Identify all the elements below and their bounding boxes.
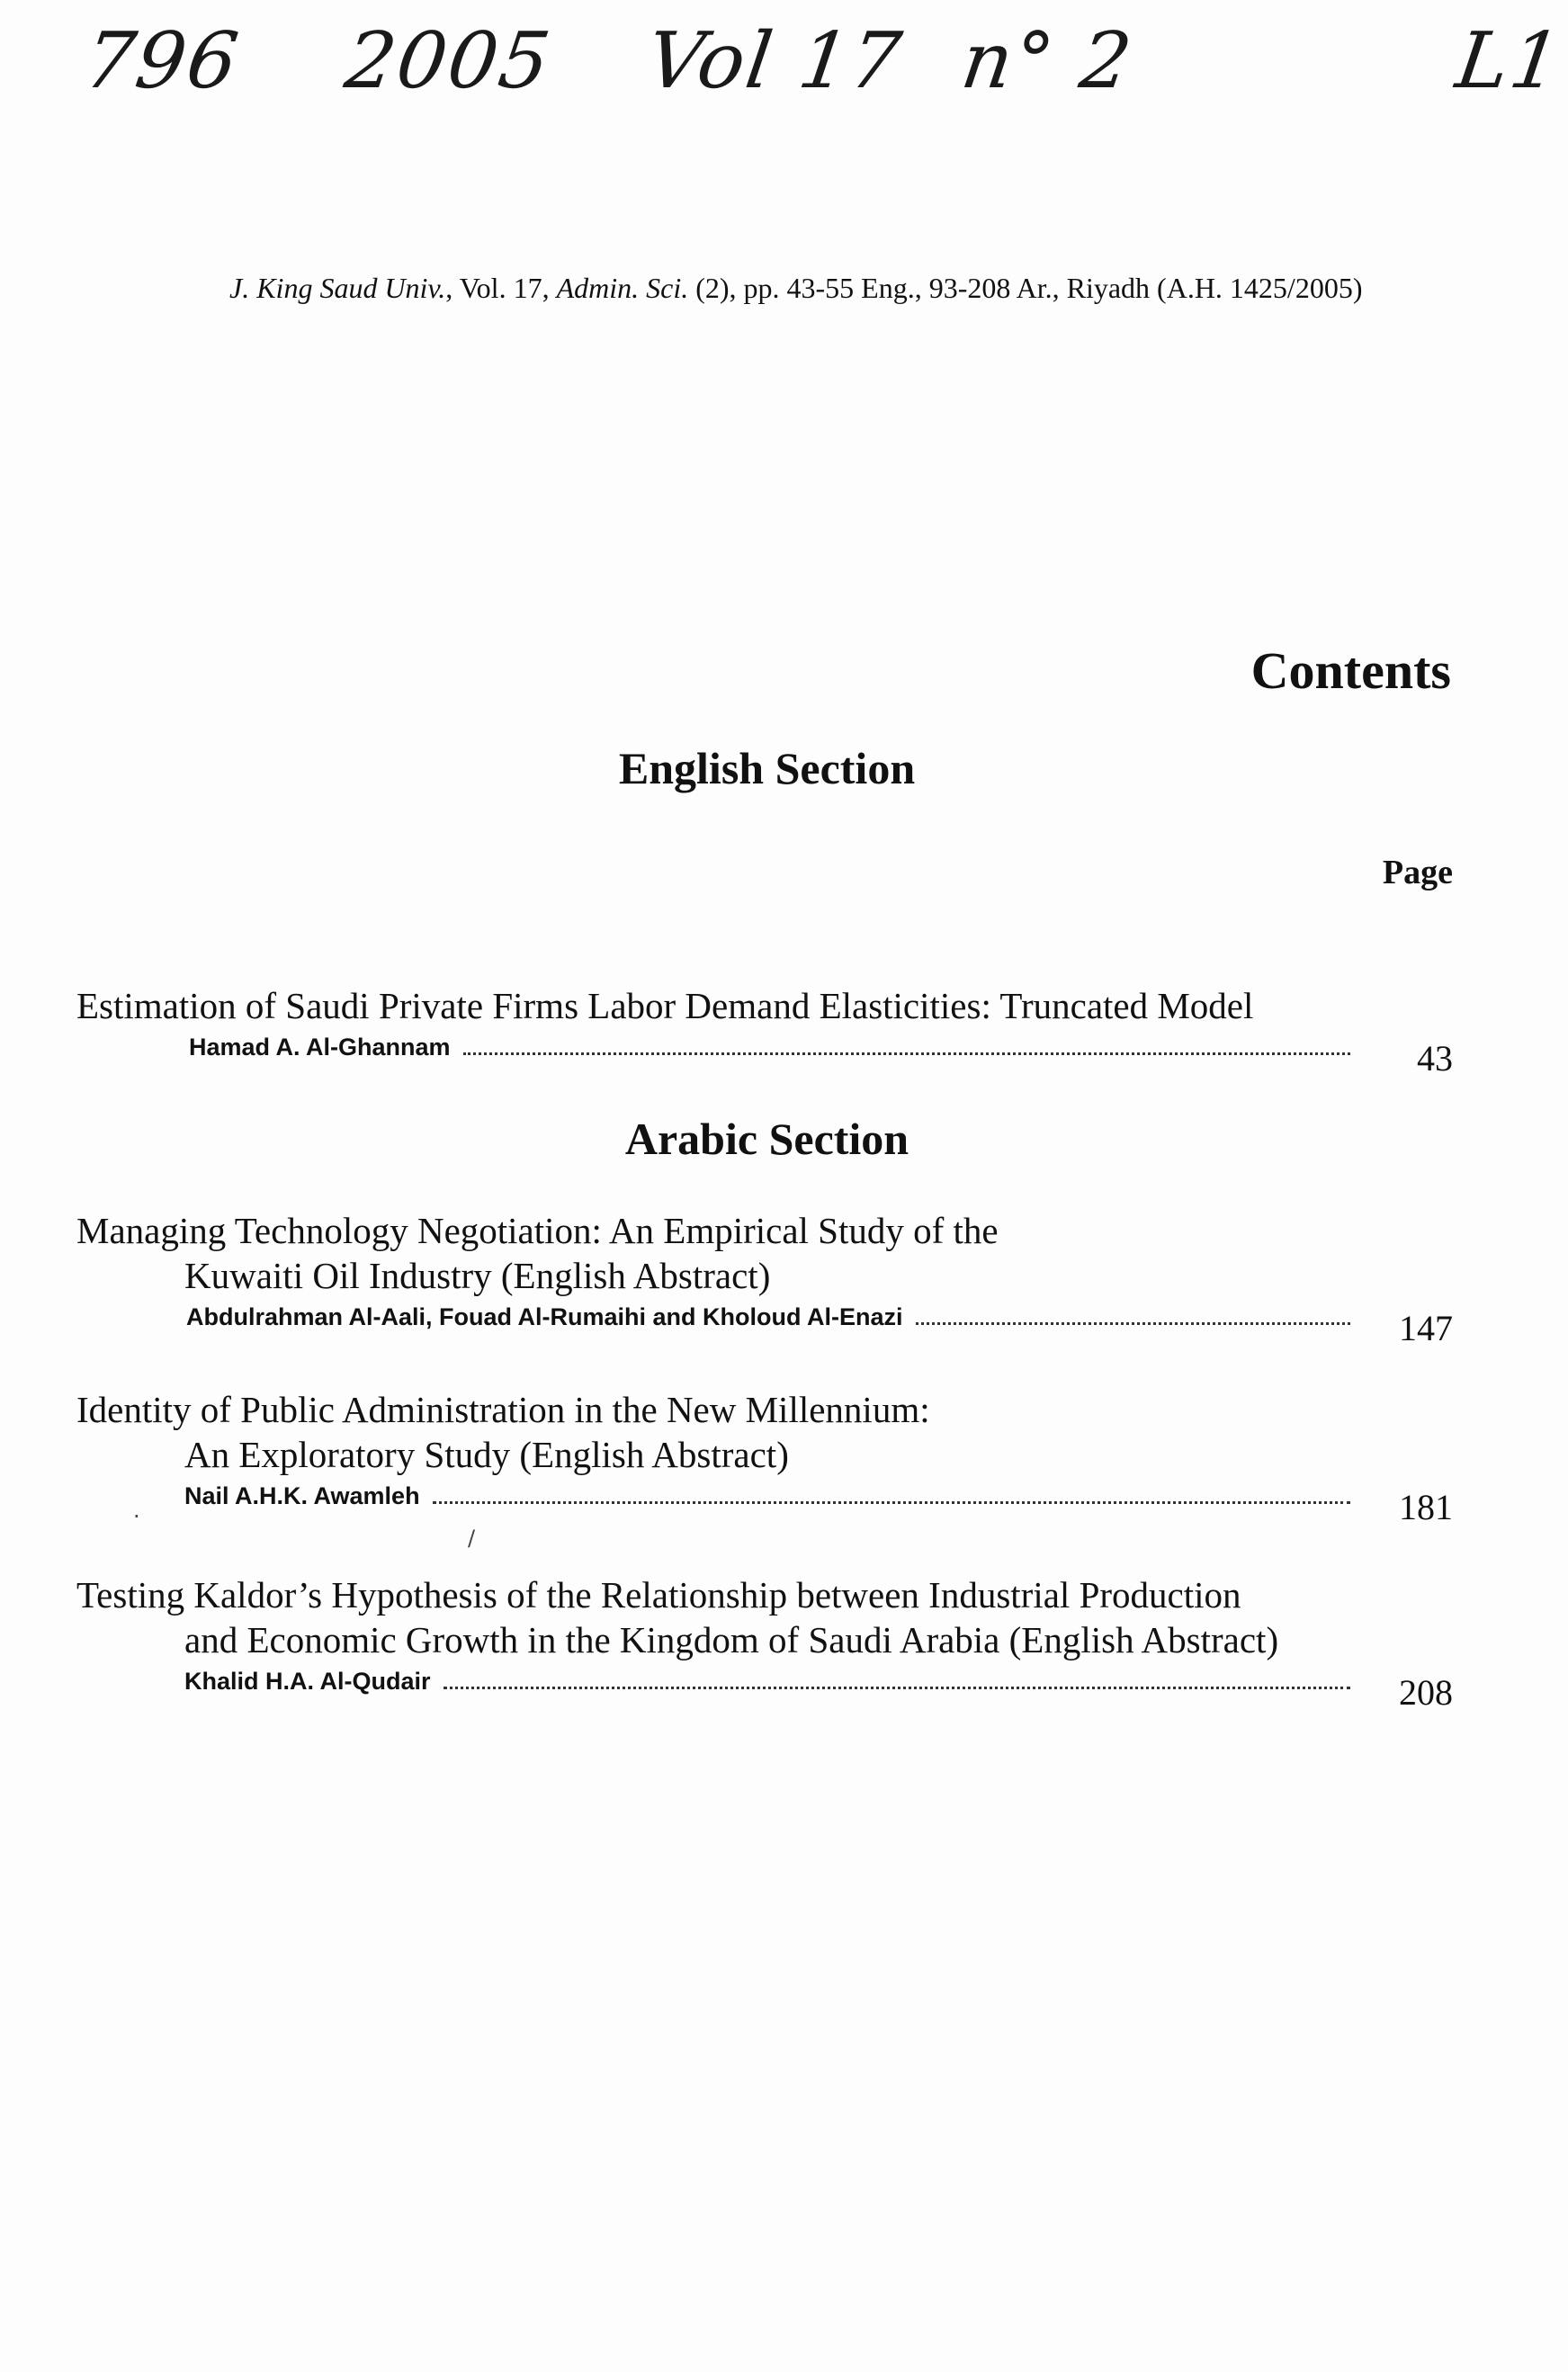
toc-author-line	[76, 1668, 1453, 1713]
toc-entry-title-line: Estimation of Saudi Private Firms Labor Demand Elasticities: Truncated Model	[76, 985, 1254, 1026]
toc-entry-title-line: Identity of Public Administration in the New Millennium:	[76, 1389, 930, 1430]
toc-entry-page: 43	[1417, 1038, 1453, 1079]
scan-speck: .	[133, 1498, 140, 1523]
journal-pages: (2), pp. 43-55 Eng., 93-208 Ar., Riyadh (A.H. 1425/2005)	[688, 272, 1363, 304]
toc-entry[interactable]	[76, 1387, 1453, 1527]
dot-leader	[433, 1500, 1350, 1504]
toc-entry-title	[76, 1387, 1453, 1477]
toc-entry-author: Nail A.H.K. Awamleh	[184, 1482, 420, 1509]
toc-entry-title-line: An Exploratory Study (English Abstract)	[184, 1434, 789, 1475]
toc-entry-title-line: Kuwaiti Oil Industry (English Abstract)	[184, 1255, 771, 1296]
toc-entry[interactable]	[76, 983, 1453, 1079]
toc-entry-title	[76, 983, 1453, 1028]
dot-leader	[916, 1321, 1351, 1325]
toc-entry-page: 147	[1399, 1308, 1453, 1348]
handwritten-note-year: 2005	[339, 16, 557, 106]
english-section-heading: English Section	[618, 743, 916, 793]
toc-entry-title-line: Testing Kaldor’s Hypothesis of the Relationship between Industrial Production	[76, 1574, 1241, 1616]
toc-author-line	[76, 1303, 1453, 1348]
running-head	[229, 272, 1362, 305]
handwritten-note-issue: n° 2	[955, 16, 1139, 106]
toc-entry[interactable]	[76, 1572, 1453, 1713]
toc-entry-author: Abdulrahman Al-Aali, Fouad Al-Rumaihi and Kholoud Al-Enazi	[186, 1303, 903, 1330]
toc-entry-page: 208	[1399, 1672, 1453, 1713]
journal-volume: , Vol. 17,	[445, 272, 557, 304]
page-column-label: Page	[1382, 854, 1453, 891]
scan-speck: /	[468, 1526, 476, 1551]
toc-entry-title	[76, 1208, 1453, 1298]
toc-author-line	[76, 1482, 1453, 1527]
journal-name: J. King Saud Univ.	[229, 272, 446, 304]
journal-section: Admin. Sci.	[556, 272, 689, 304]
handwritten-note-volume: Vol 17	[641, 16, 909, 106]
toc-author-line	[76, 1034, 1453, 1079]
handwritten-note-mark: L1	[1450, 16, 1568, 106]
toc-entry-title-line: Managing Technology Negotiation: An Empirical Study of the	[76, 1210, 999, 1251]
toc-entry-title	[76, 1572, 1453, 1662]
toc-entry-author: Khalid H.A. Al-Qudair	[184, 1668, 431, 1695]
dot-leader	[444, 1686, 1350, 1689]
toc-entry-title-line: and Economic Growth in the Kingdom of Saudi Arabia (English Abstract)	[184, 1619, 1279, 1660]
toc-entry[interactable]	[76, 1208, 1453, 1348]
toc-entry-author: Hamad A. Al-Ghannam	[189, 1034, 451, 1061]
arabic-section-heading: Arabic Section	[624, 1114, 909, 1164]
dot-leader	[463, 1052, 1350, 1055]
page-title: Contents	[1250, 641, 1451, 700]
toc-entry-page: 181	[1399, 1487, 1453, 1527]
handwritten-note-number: 796	[78, 16, 246, 106]
